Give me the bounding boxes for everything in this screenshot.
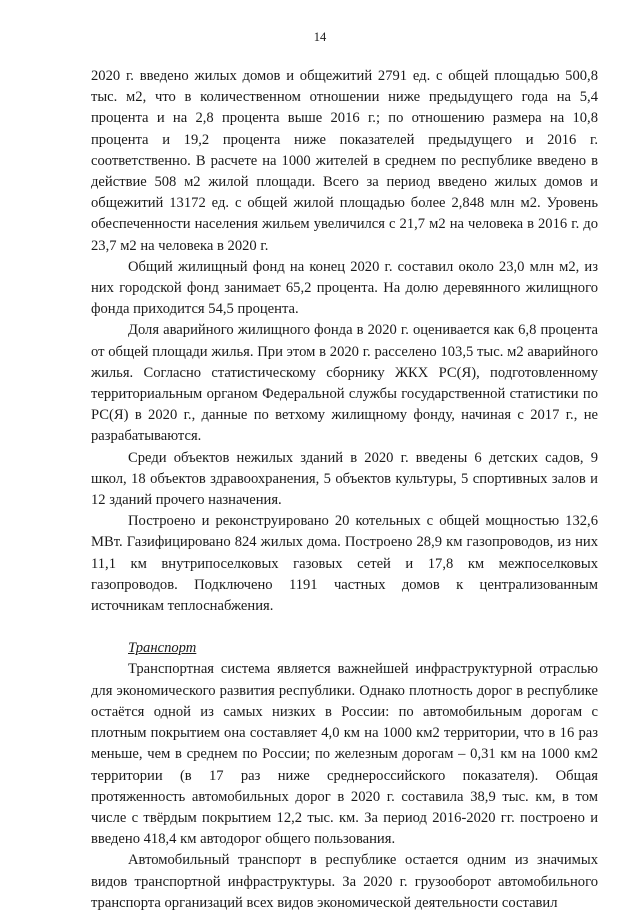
page-number: 14 bbox=[313, 30, 327, 44]
paragraph-housing-stock: Общий жилищный фонд на конец 2020 г. составил около 23,0 млн м2, из них городской фонд занимает 65,2 процента. На долю деревянного жилищного фонда приходится 54,5 процента. bbox=[91, 258, 598, 318]
section-title-transport: Транспорт bbox=[128, 640, 197, 657]
paragraph-emergency-housing: Доля аварийного жилищного фонда в 2020 г. оценивается как 6,8 процента от общей площади жилья. При этом в 2020 г. расселено 103,5 тыс. м2 аварийного жилья. Согласно статистическому сборнику ЖКХ РС(Я), подготовленному территориальным органом Федеральной службы государственной статистики по РС(Я) в 2020 г., данные по ветхому жилищному фонду, начиная с 2017 г., не разрабатываются. bbox=[91, 322, 598, 445]
paragraph-housing-commissioning: 2020 г. введено жилых домов и общежитий 2791 ед. с общей площадью 500,8 тыс. м2, что в количественном отношении ниже предыдущего года на 5,4 процента и на 2,8 процента выше 2016 г.; по отношению размера на 10,8 процента и 19,2 процента ниже показателей предыдущего и 2016 г. соответственно. В расчете на 1000 жителей в среднем по республике введено в действие 508 м2 жилой площади. Всего за период введено жилых домов и общежитий 13172 ед. с общей жилой площадью более 2,848 млн м2. Уровень обеспеченности населения жильем увеличился с 21,7 м2 на человека в 2016 г. до 23,7 м2 на человека в 2020 г. bbox=[91, 68, 598, 254]
document-body bbox=[91, 66, 598, 914]
paragraph-boilers-gas: Построено и реконструировано 20 котельных с общей мощностью 132,6 МВт. Газифицировано 824 жилых дома. Построено 28,9 км газопроводов, из них 11,1 км внутрипоселковых газовых сетей и 17,8 км межпоселковых газопроводов. Подключено 1191 частных домов к централизованным источникам теплоснабжения. bbox=[91, 513, 598, 615]
paragraph-road-transport: Автомобильный транспорт в республике остается одним из значимых видов транспортной инфраструктуры. За 2020 г. грузооборот автомобильного транспорта организаций всех видов экономической деятельности составил bbox=[91, 852, 598, 911]
paragraph-transport-system: Транспортная система является важнейшей инфраструктурной отраслью для экономического развития республики. Однако плотность дорог в республике остаётся одной из самых низких в России: по автомобильным дорогам с плотным покрытием она составляет 4,0 км на 1000 км2 территории, что в 16 раз меньше, чем в среднем по России; по железным дорогам – 0,31 км на 1000 км2 территории (в 17 раз ниже среднероссийского показателя). Общая протяженность автомобильных дорог в 2020 г. составила 38,9 тыс. км, в том числе с твёрдым покрытием 12,2 тыс. км. За период 2016-2020 гг. построено и введено 418,4 км автодорог общего пользования. bbox=[91, 661, 598, 848]
paragraph-nonresidential-buildings: Среди объектов нежилых зданий в 2020 г. введены 6 детских садов, 9 школ, 18 объектов здравоохранения, 5 объектов культуры, 5 спортивных залов и 12 зданий прочего назначения. bbox=[91, 449, 598, 509]
